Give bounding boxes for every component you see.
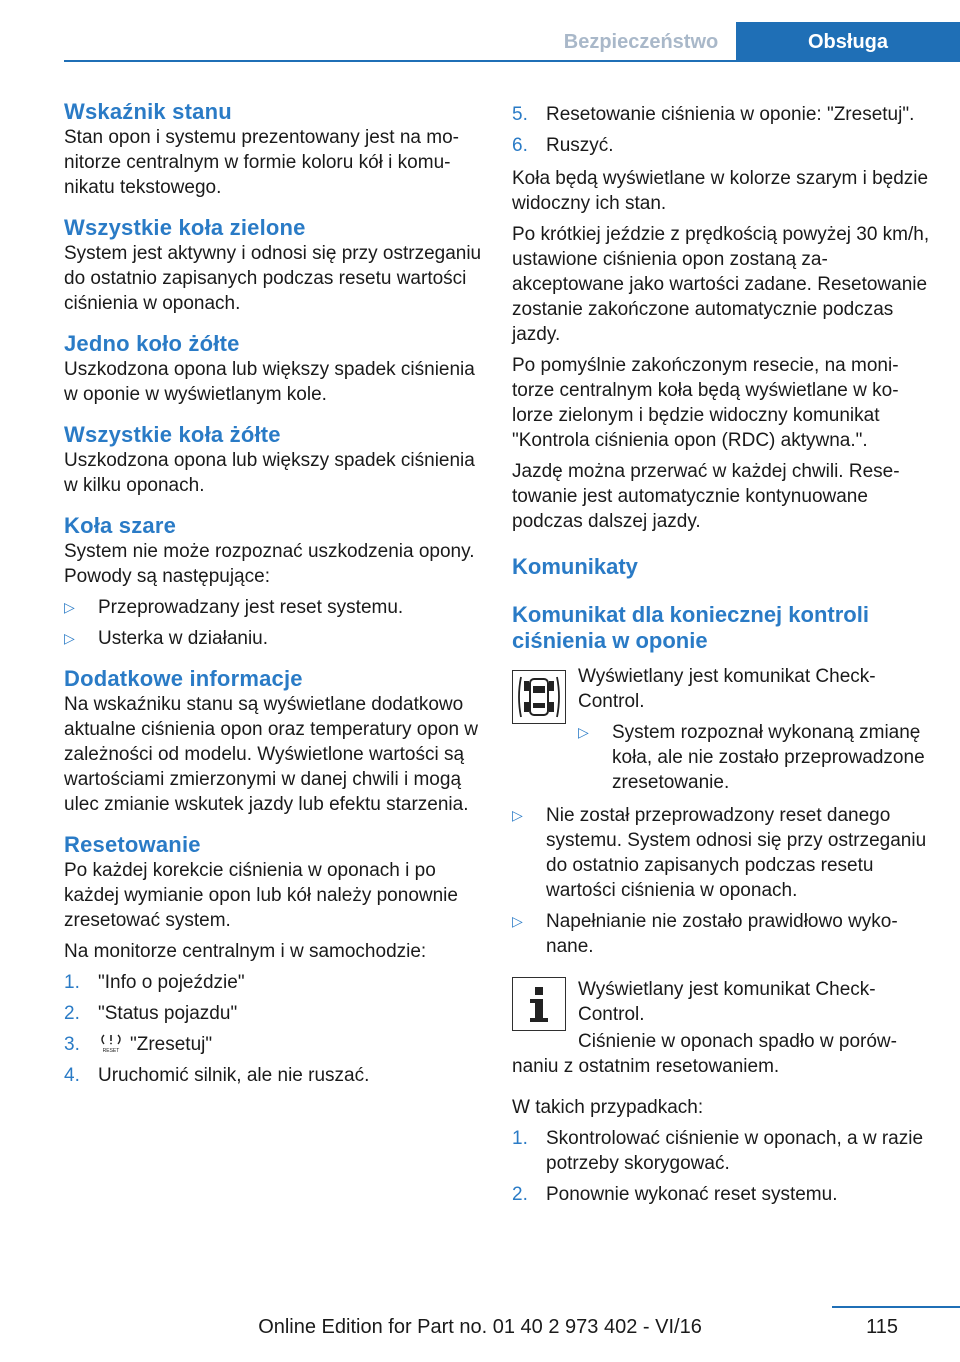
list-item: ▷ Przeprowadzany jest reset systemu. xyxy=(64,597,404,618)
car-warning-sub-list xyxy=(578,720,930,795)
svg-text:RESET: RESET xyxy=(102,1048,120,1053)
paragraph-check-control-1: Wyświetlany jest komunikat Check-Control. xyxy=(578,666,876,712)
paragraph-all-green: System jest aktywny i odnosi się przy ostrzeganiu do ostatnio zapisanych podczas resetu wartości ciśnienia w oponach. xyxy=(64,243,482,314)
list-item: 2. "Status pojazdu" xyxy=(64,1003,238,1024)
heading-messages: Komunikaty xyxy=(512,554,638,579)
list-item: ▷ System rozpoznał wykonaną zmianę koła, ale nie zostało przeprowadzone zresetowanie. xyxy=(578,722,925,793)
triangle-bullet-icon: ▷ xyxy=(64,630,75,646)
footer-edition: Online Edition for Part no. 01 40 2 973 402 - VI/16 xyxy=(258,1316,702,1338)
heading-all-green: Wszystkie koła zielone xyxy=(64,215,306,240)
list-item: 1. "Info o pojeździe" xyxy=(64,972,245,993)
left-column xyxy=(64,98,484,1096)
info-icon xyxy=(512,977,566,1031)
reset-icon xyxy=(98,1033,124,1053)
list-item: 4. Uruchomić silnik, ale nie ruszać. xyxy=(64,1065,370,1086)
list-item: ▷ Napełnianie nie zostało prawidłowo wykonane. xyxy=(512,911,898,957)
list-item: 5. Resetowanie ciśnienia w oponie: "Zresetuj". xyxy=(512,104,915,125)
heading-reset: Resetowanie xyxy=(64,832,201,857)
paragraph-check-control-2: Wyświetlany jest komunikat Check-Control. xyxy=(578,979,876,1025)
paragraph-interrupt: Jazdę można przerwać w każdej chwili. Resetowanie jest automatycznie kontynuowane podczas dalszej jazdy. xyxy=(512,461,900,532)
heading-status-indicator: Wskaźnik stanu xyxy=(64,99,232,124)
footer-rule xyxy=(832,1306,960,1308)
header-rule xyxy=(64,60,960,62)
list-item: ▷ Nie został przeprowadzony reset danego systemu. System odnosi się przy ostrzeganiu do ostatnio zapisanych podczas resetu wartości ciśnienia w oponach. xyxy=(512,805,927,901)
grey-reasons-list xyxy=(64,595,484,651)
paragraph-all-yellow: Uszkodzona opona lub większy spadek ciśnienia w kilku oponach. xyxy=(64,450,475,496)
message-info xyxy=(512,977,930,1033)
paragraph-one-yellow: Uszkodzona opona lub większy spadek ciśnienia w oponie w wyświetlanym kole. xyxy=(64,359,475,405)
paragraph-grey-wheels: System nie może rozpoznać uszkodzenia opony. Powody są następujące: xyxy=(64,541,475,587)
list-item: 6. Ruszyć. xyxy=(512,135,614,156)
triangle-bullet-icon: ▷ xyxy=(512,913,523,929)
list-item: 1. Skontrolować ciśnienie w oponach, a w razie potrzeby skorygować. xyxy=(512,1128,924,1174)
page-number: 115 xyxy=(866,1316,898,1338)
list-item: ▷ Usterka w działaniu. xyxy=(64,628,269,649)
car-warning-reasons-list xyxy=(512,803,930,959)
list-item: 2. Ponownie wykonać reset systemu. xyxy=(512,1184,838,1205)
heading-pressure-check-message: Komunikat dla koniecznej kontroli ciśnienia w oponie xyxy=(512,602,869,653)
car-tire-warning-icon xyxy=(512,670,566,724)
triangle-bullet-icon: ▷ xyxy=(512,807,523,823)
right-column xyxy=(512,98,930,1215)
message-car-warning xyxy=(512,664,930,795)
reset-steps-continued xyxy=(512,102,930,158)
heading-additional-info: Dodatkowe informacje xyxy=(64,666,303,691)
paragraph-reset-success: Po pomyślnie zakończonym resecie, na monitorze centralnym koła będą wyświetlane w kolorze zielonym i będzie widoczny komunikat "Kontrola ciśnienia opon (RDC) aktywna.". xyxy=(512,355,899,451)
paragraph-reset: Po każdej korekcie ciśnienia w oponach i po każdej wymianie opon lub kół należy ponownie zresetować system. xyxy=(64,860,458,931)
triangle-bullet-icon: ▷ xyxy=(64,599,75,615)
triangle-bullet-icon: ▷ xyxy=(578,724,589,740)
paragraph-in-such-cases: W takich przypadkach: xyxy=(512,1097,704,1118)
tab-bezpieczenstwo[interactable]: Bezpieczeństwo xyxy=(546,22,736,62)
tab-obsluga[interactable]: Obsługa xyxy=(736,22,960,62)
paragraph-grey-display: Koła będą wyświetlane w kolorze szarym i będzie widoczny ich stan. xyxy=(512,168,929,214)
paragraph-status-indicator: Stan opon i systemu prezentowany jest na monitorze centralnym w formie koloru kół i komunikatu tekstowego. xyxy=(64,127,459,198)
heading-all-yellow: Wszystkie koła żółte xyxy=(64,422,281,447)
paragraph-reset-intro: Na monitorze centralnym i w samochodzie: xyxy=(64,941,427,962)
reset-steps-list xyxy=(64,970,484,1088)
final-steps-list xyxy=(512,1126,930,1207)
heading-one-yellow: Jedno koło żółte xyxy=(64,331,240,356)
paragraph-pressure-dropped: Ciśnienie w oponach spadło w porównaniu z ostatnim resetowaniem. xyxy=(512,1031,897,1077)
paragraph-after-drive: Po krótkiej jeździe z prędkością powyżej 30 km/h, ustawione ciśnienia opon zostaną zaakceptowane jako wartości zadane. Resetowanie zostanie zakończone automatycznie podczas jazdy. xyxy=(512,224,930,345)
paragraph-additional-info: Na wskaźniku stanu są wyświetlane dodatkowo aktualne ciśnienia opon oraz temperatury opon w zależności od modelu. Wyświetlone wartości są wartościami zmierzonymi w danej chwili i mogą ulec zmianie wskutek jazdy lub efektu starzenia. xyxy=(64,694,479,815)
list-item: 3. RESET "Zresetuj" xyxy=(64,1034,213,1055)
heading-grey-wheels: Koła szare xyxy=(64,513,177,538)
page-header xyxy=(0,0,960,62)
